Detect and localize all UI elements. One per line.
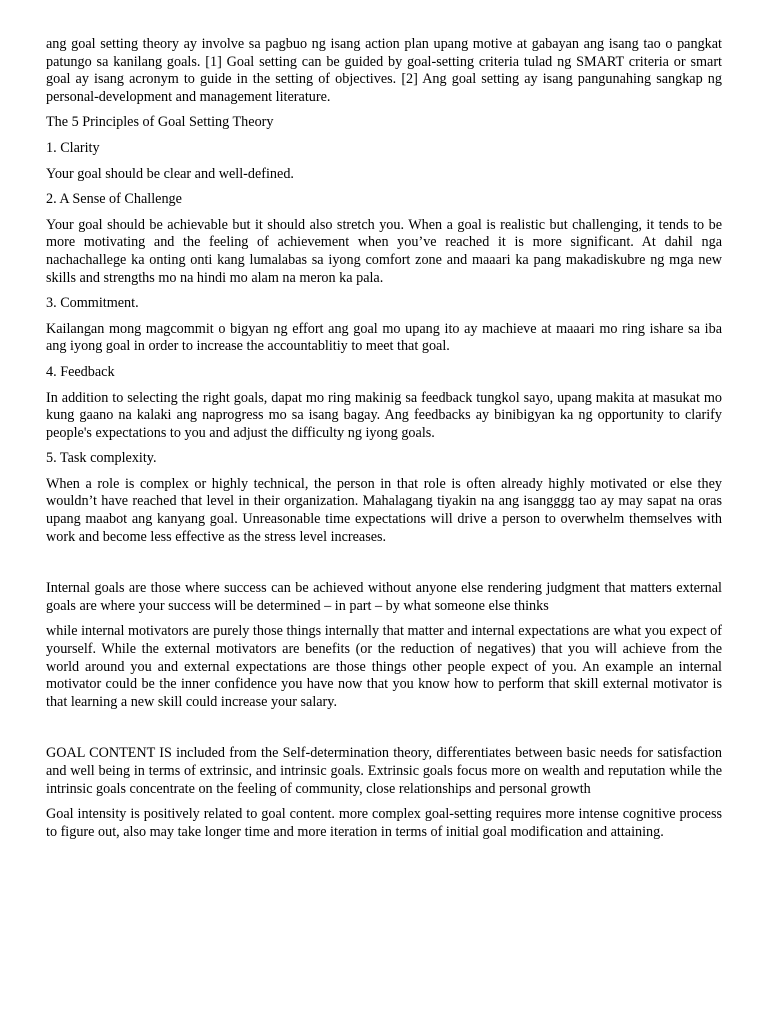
principle-heading: 1. Clarity — [46, 139, 100, 156]
principle-text: When a role is complex or highly technical, the person in that role is often already highly motivated or else they wouldn’t have reached that level in their organization. Mahalagang tiyakin na ang isangggg tao ay may sapat na oras upang maabot ang kanyang goal. Unreasonable time expectations will drive a person to overwhelm themselves with work and become less effective as the stress level increases. — [46, 475, 722, 545]
motivators-paragraph: while internal motivators are purely those things internally that matter and internal expectations are what you expect of yourself. While the external motivators are benefits (or the reduction of negatives) that you will achieve from the world around you and external expectations are those things other people expect of you. An example an internal motivator could be the inner confidence you have now that you know how to perform that skill external motivator is that learning a new skill could increase your salary. — [46, 623, 722, 710]
internal-goals-paragraph: Internal goals are those where success can be achieved without anyone else rendering judgment that matters external goals are where your success will be determined – in part – by what someone else thinks — [46, 580, 722, 614]
principle-text: Your goal should be achievable but it should also stretch you. When a goal is realistic but challenging, it tends to be more motivating and the feeling of achievement when you’ve reached it is more significant. At dahil nga nachachallege ka onting onti kang lumalabas sa iyong comfort zone and maaari ka pang makadiskubre ng mga new skills and strengths mo na hindi mo alam na meron ka pala. — [46, 216, 722, 286]
principle-text: Kailangan mong magcommit o bigyan ng effort ang goal mo upang ito ay machieve at maaari mo ring ishare sa iba ang iyong goal in order to increase the accountablitiy to meet that goal. — [46, 320, 722, 355]
principle-heading: 3. Commitment. — [46, 295, 139, 312]
principle-heading: 2. A Sense of Challenge — [46, 191, 182, 208]
document-page — [46, 36, 722, 849]
principles-title: The 5 Principles of Goal Setting Theory — [46, 114, 274, 131]
principle-text: In addition to selecting the right goals, dapat mo ring makinig sa feedback tungkol sayo, upang makita at masukat mo kung gaano na kalaki ang naprogress mo sa isang bagay. Ang feedbacks ay binibigyan ka ng opportunity to clarify people's expectations to you and adjust the difficulty ng iyong goals. — [46, 389, 722, 441]
principle-text: Your goal should be clear and well-defined. — [46, 165, 294, 182]
principle-heading: 5. Task complexity. — [46, 450, 157, 467]
intro-paragraph: ang goal setting theory ay involve sa pagbuo ng isang action plan upang motive at gabayan ang isang tao o pangkat patungo sa kanilang goals. [1] Goal setting can be guided by goal-setting criteria tulad ng SMART criteria or smart goal ay isang acronym to guide in the setting of objectives. [2] Ang goal setting ay isang pangunahing sangkap ng personal-development and management literature. — [46, 36, 722, 105]
principle-heading: 4. Feedback — [46, 363, 115, 380]
goal-intensity-paragraph: Goal intensity is positively related to goal content. more complex goal-setting requires more intense cognitive process to figure out, also may take longer time and more iteration in terms of initial goal modification and attaining. — [46, 806, 722, 840]
goal-content-paragraph: GOAL CONTENT IS included from the Self-determination theory, differentiates between basic needs for satisfaction and well being in terms of extrinsic, and intrinsic goals. Extrinsic goals focus more on wealth and reputation while the intrinsic goals concentrate on the feeling of community, close relationships and personal growth — [46, 745, 722, 797]
section-spacer — [46, 554, 722, 580]
section-spacer — [46, 719, 722, 745]
